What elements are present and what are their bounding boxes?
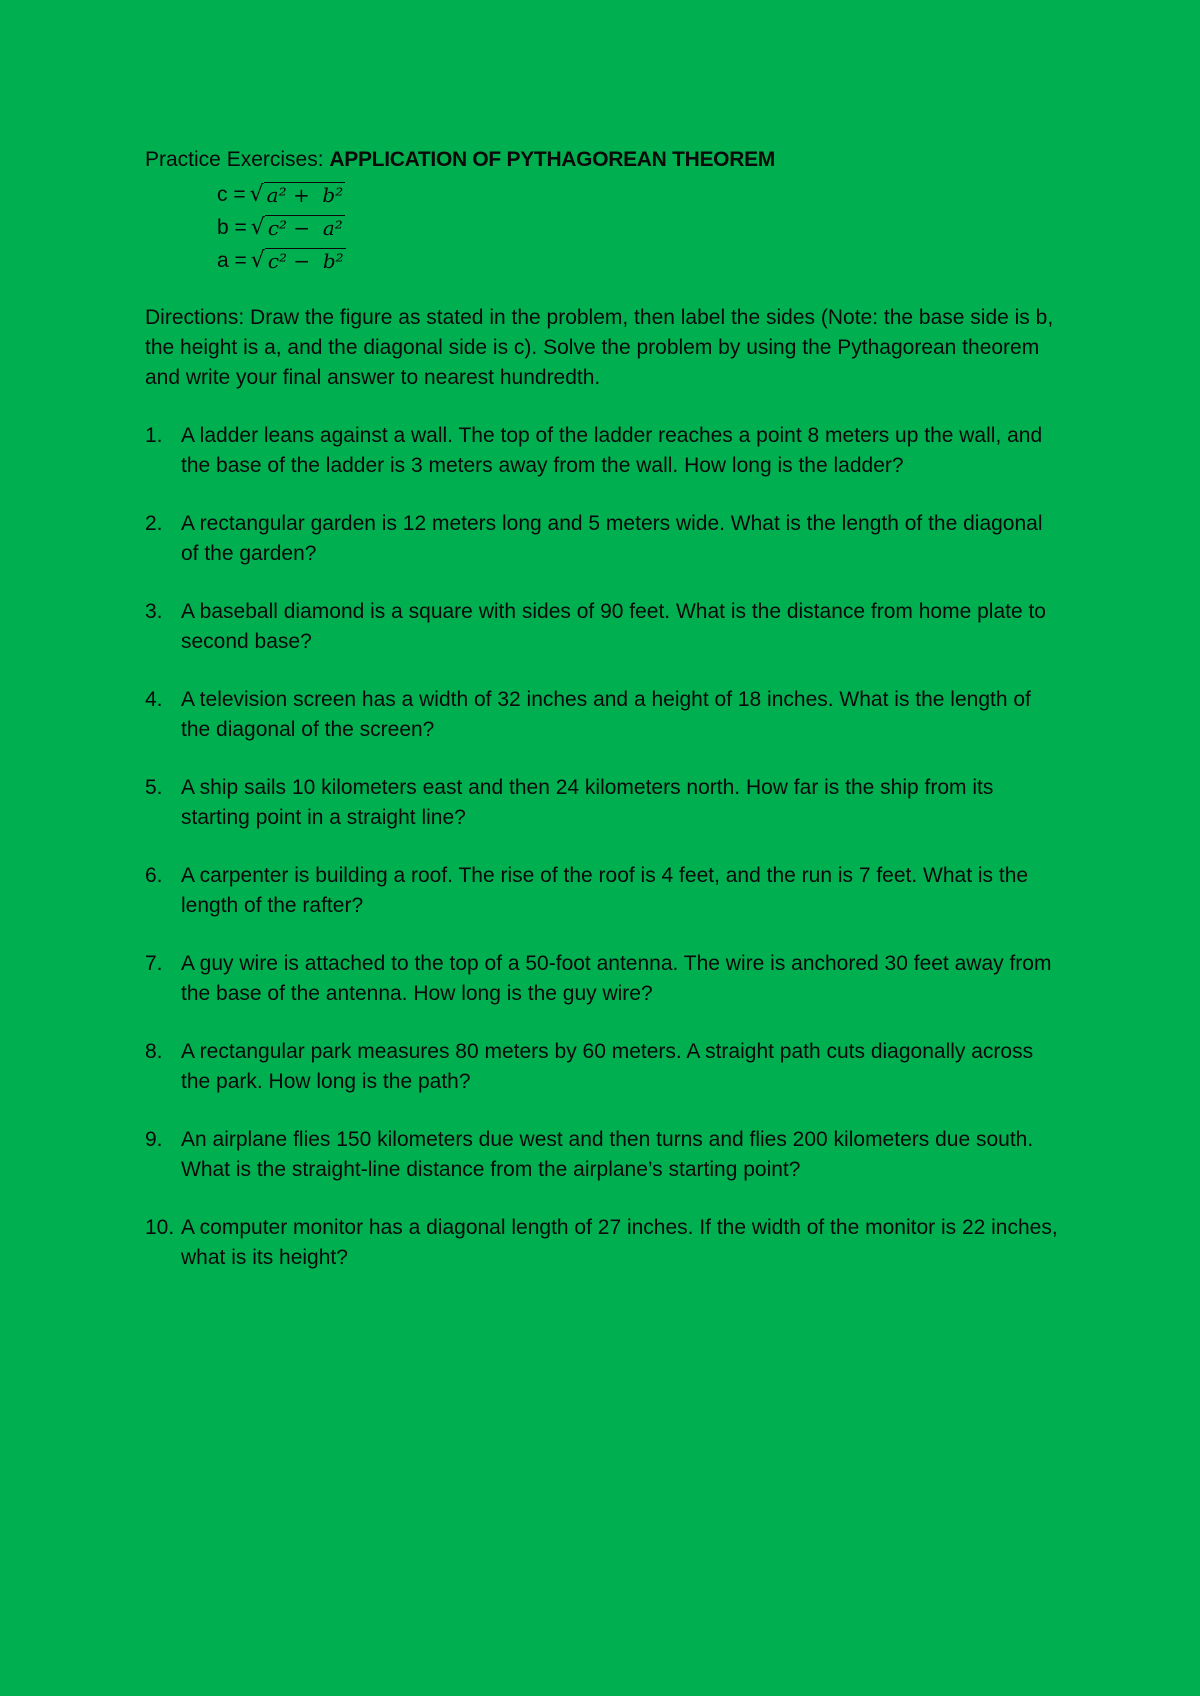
square-root [250, 182, 346, 207]
problem-text: An airplane flies 150 kilometers due west and then turns and flies 200 kilometers due south. What is the straight-line distance from the airplane’s starting point? [181, 1128, 1034, 1181]
problem-text: A rectangular garden is 12 meters long and 5 meters wide. What is the length of the diagonal of the garden? [181, 512, 1043, 565]
radicand: c² − b² [265, 248, 346, 273]
problem-item [145, 861, 1065, 921]
problem-text: A baseball diamond is a square with sides of 90 feet. What is the distance from home plate to second base? [181, 600, 1046, 653]
problem-text: A rectangular park measures 80 meters by 60 meters. A straight path cuts diagonally across the park. How long is the path? [181, 1040, 1034, 1093]
problem-item [145, 597, 1065, 657]
problem-number: 2. [145, 512, 163, 535]
problem-number: 7. [145, 952, 163, 975]
problem-item [145, 509, 1065, 569]
problem-number: 3. [145, 600, 163, 623]
problem-text: A carpenter is building a roof. The rise of the roof is 4 feet, and the run is 7 feet. What is the length of the rafter? [181, 864, 1029, 917]
title-prefix: Practice Exercises: [145, 148, 330, 171]
radical-sign-icon: √ [250, 215, 265, 240]
formula-list [217, 178, 1065, 277]
problem-item [145, 949, 1065, 1009]
problem-number: 9. [145, 1128, 163, 1151]
title-main: APPLICATION OF PYTHAGOREAN THEOREM [329, 148, 775, 171]
formula-lhs: a = [217, 249, 247, 272]
problem-item [145, 1125, 1065, 1185]
formula-a [217, 244, 1065, 277]
radical-sign-icon: √ [250, 248, 265, 273]
formula-b [217, 211, 1065, 244]
radical-sign-icon: √ [249, 182, 264, 207]
problem-text: A computer monitor has a diagonal length of 27 inches. If the width of the monitor is 22 inches, what is its height? [181, 1216, 1058, 1269]
problem-number: 1. [145, 424, 163, 447]
problem-text: A guy wire is attached to the top of a 50-foot antenna. The wire is anchored 30 feet away from the base of the antenna. How long is the guy wire? [181, 952, 1052, 1005]
problem-text: A ladder leans against a wall. The top of the ladder reaches a point 8 meters up the wall, and the base of the ladder is 3 meters away from the wall. How long is the ladder? [181, 424, 1043, 477]
formula-lhs: c = [217, 183, 246, 206]
worksheet-title [145, 146, 1065, 174]
worksheet-page [145, 146, 1065, 1301]
problem-text: A ship sails 10 kilometers east and then 24 kilometers north. How far is the ship from its starting point in a straight line? [181, 776, 994, 829]
problem-item [145, 421, 1065, 481]
square-root [251, 215, 345, 240]
problem-item [145, 1213, 1065, 1273]
problem-number: 6. [145, 864, 163, 887]
problem-text: A television screen has a width of 32 inches and a height of 18 inches. What is the length of the diagonal of the screen? [181, 688, 1031, 741]
square-root [251, 248, 346, 273]
formula-lhs: b = [217, 216, 247, 239]
problem-number: 5. [145, 776, 163, 799]
problem-item [145, 1037, 1065, 1097]
problem-number: 10. [145, 1216, 175, 1239]
radicand: a² + b² [264, 182, 346, 207]
formula-c [217, 178, 1065, 211]
problem-list [145, 421, 1065, 1273]
problem-item [145, 685, 1065, 745]
directions-paragraph: Directions: Draw the figure as stated in the problem, then label the sides (Note: the base side is b, the height is a, and the diagonal side is c). Solve the problem by using the Pythagorean theorem and write your final answer to nearest hundredth. [145, 306, 1054, 389]
problem-number: 8. [145, 1040, 163, 1063]
radicand: c² − a² [265, 215, 345, 240]
problem-item [145, 773, 1065, 833]
problem-number: 4. [145, 688, 163, 711]
